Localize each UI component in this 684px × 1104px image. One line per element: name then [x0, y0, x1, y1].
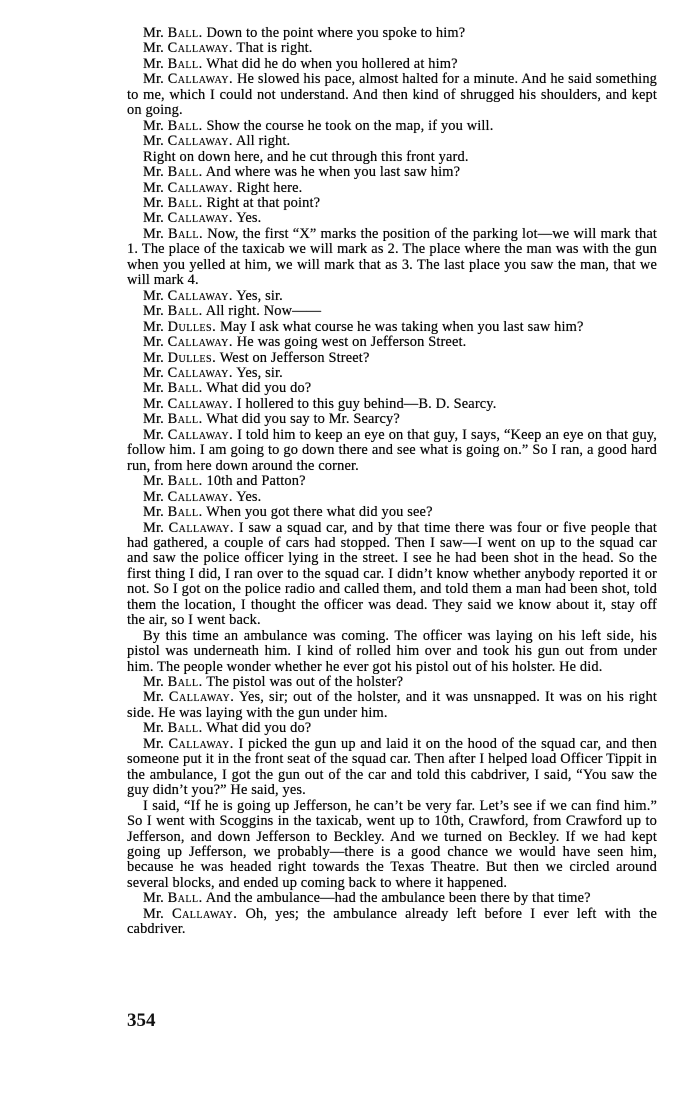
- speaker-title: Mr.: [143, 519, 164, 536]
- testimony-paragraph: [127, 675, 657, 690]
- speaker-title: Mr.: [143, 411, 164, 428]
- speaker-name: Callaway.: [168, 519, 234, 536]
- paragraph-text: I picked the gun up and laid it on the hood of the squad car, and then someone put it in the front seat of the squad car. Then after I helped load Officer Tippit in the ambulance, I got the gun out of the car and told this cabdriver, I said, “You saw the guy didn’t you?” He said, yes.: [127, 735, 658, 799]
- paragraph-text: By this time an ambulance was coming. The officer was laying on his left side, his pistol was underneath him. I kind of rolled him over and took his gun out from under him. The people wonder whether he ever got his pistol out of his holster. He did.: [127, 627, 657, 675]
- paragraph-text: I hollered to this guy behind—B. D. Searcy.: [236, 395, 497, 412]
- paragraph-text: 10th and Patton?: [206, 473, 306, 490]
- speaker-title: Mr.: [143, 735, 164, 752]
- testimony-paragraph: [127, 474, 657, 489]
- speaker-title: Mr.: [143, 349, 164, 366]
- speaker-name: Callaway.: [171, 905, 238, 922]
- paragraph-text: What did he do when you hollered at him?: [206, 55, 458, 72]
- speaker-title: Mr.: [143, 210, 164, 227]
- speaker-name: Ball.: [167, 380, 203, 397]
- testimony-paragraph: [127, 26, 657, 41]
- testimony-paragraph: [127, 891, 657, 906]
- paragraph-text: Right here.: [236, 179, 303, 196]
- testimony-paragraph: [127, 629, 657, 675]
- paragraph-text: He was going west on Jefferson Street.: [236, 334, 467, 351]
- testimony-paragraph: [127, 412, 657, 427]
- paragraph-text: West on Jefferson Street?: [219, 349, 370, 366]
- speaker-name: Ball.: [167, 25, 203, 41]
- speaker-name: Dulles.: [167, 349, 217, 366]
- paragraph-text: All right. Now——: [205, 303, 322, 320]
- speaker-title: Mr.: [143, 473, 164, 490]
- paragraph-text: That is right.: [236, 40, 313, 57]
- speaker-name: Callaway.: [167, 364, 234, 381]
- testimony-paragraph: [127, 397, 657, 412]
- testimony-paragraph: [127, 428, 657, 474]
- speaker-name: Ball.: [167, 117, 203, 134]
- speaker-title: Mr.: [143, 303, 164, 320]
- testimony-paragraph: [127, 351, 657, 366]
- paragraph-text: Yes, sir.: [236, 287, 283, 304]
- paragraph-text: Down to the point where you spoke to him?: [206, 25, 466, 41]
- speaker-title: Mr.: [143, 179, 164, 196]
- speaker-title: Mr.: [143, 194, 164, 211]
- paragraph-text: What did you say to Mr. Searcy?: [206, 411, 400, 428]
- paragraph-text: When you got there what did you see?: [206, 504, 433, 521]
- testimony-paragraph: [127, 41, 657, 56]
- speaker-name: Callaway.: [167, 426, 234, 443]
- speaker-name: Ball.: [167, 164, 203, 181]
- paragraph-text: Right on down here, and he cut through this front yard.: [143, 148, 469, 165]
- speaker-name: Callaway.: [167, 40, 234, 57]
- speaker-name: Callaway.: [167, 334, 234, 351]
- speaker-name: Callaway.: [168, 735, 234, 752]
- paragraph-text: And where was he when you last saw him?: [205, 164, 461, 181]
- paragraph-text: Yes.: [236, 210, 262, 227]
- speaker-name: Ball.: [167, 303, 203, 320]
- speaker-title: Mr.: [143, 55, 164, 72]
- speaker-name: Ball.: [167, 890, 203, 907]
- speaker-name: Ball.: [167, 504, 203, 521]
- testimony-paragraph: [127, 289, 657, 304]
- speaker-title: Mr.: [143, 334, 164, 351]
- speaker-title: Mr.: [143, 488, 164, 505]
- speaker-title: Mr.: [143, 426, 164, 443]
- speaker-title: Mr.: [143, 287, 164, 304]
- speaker-name: Callaway.: [167, 287, 234, 304]
- speaker-name: Ball.: [167, 194, 203, 211]
- paragraph-text: I told him to keep an eye on that guy, I says, “Keep an eye on that guy, follow him. I am going to go down there and see what is going on.” So I ran, a good hard run, from here down around the corner.: [127, 426, 657, 474]
- testimony-paragraph: [127, 119, 657, 134]
- testimony-paragraph: [127, 150, 657, 165]
- testimony-paragraph: [127, 907, 657, 938]
- speaker-name: Ball.: [167, 411, 203, 428]
- speaker-title: Mr.: [143, 364, 164, 381]
- testimony-text: [127, 26, 657, 938]
- speaker-title: Mr.: [143, 689, 164, 706]
- testimony-paragraph: [127, 490, 657, 505]
- speaker-title: Mr.: [143, 905, 164, 922]
- speaker-title: Mr.: [143, 117, 164, 134]
- paragraph-text: What did you do?: [206, 380, 312, 397]
- paragraph-text: The pistol was out of the holster?: [206, 674, 404, 691]
- speaker-name: Ball.: [167, 720, 203, 737]
- speaker-name: Callaway.: [167, 179, 234, 196]
- testimony-paragraph: [127, 799, 657, 892]
- testimony-paragraph: [127, 304, 657, 319]
- speaker-title: Mr.: [143, 71, 164, 88]
- testimony-paragraph: [127, 690, 657, 721]
- paragraph-text: I said, “If he is going up Jefferson, he can’t be very far. Let’s see if we can find him.” So I went with Scoggins in the taxicab, went up to 10th, Crawford, from Crawford up to Jefferson, and down Jefferson to Beckley. And we turned on Beckley. If we had kept going up Jefferson, we probably—there is a good chance we would have seen him, because he was headed right towards the Texas Theatre. But then we circled around several blocks, and ended up coming back to where it happened.: [127, 797, 657, 891]
- testimony-paragraph: [127, 320, 657, 335]
- speaker-title: Mr.: [143, 318, 164, 335]
- testimony-paragraph: [127, 72, 657, 118]
- paragraph-text: Now, the first “X” marks the position of the parking lot—we will mark that 1. The place of the taxicab we will mark as 2. The place where the man was with the gun when you yelled at him, we will mark that as 3. The last place you saw the man, that we will mark 4.: [127, 225, 658, 289]
- speaker-name: Callaway.: [167, 488, 234, 505]
- paragraph-text: Yes.: [236, 488, 262, 505]
- speaker-title: Mr.: [143, 395, 164, 412]
- speaker-name: Dulles.: [167, 318, 217, 335]
- speaker-title: Mr.: [143, 225, 164, 242]
- testimony-paragraph: [127, 721, 657, 736]
- testimony-paragraph: [127, 366, 657, 381]
- speaker-name: Callaway.: [167, 71, 234, 88]
- testimony-paragraph: [127, 211, 657, 226]
- paragraph-text: I saw a squad car, and by that time there was four or five people that had gathered, a couple of cars had stopped. Then I saw—I went on up to the squad car and saw the police officer lying in the street. I see he had been shot in the head. So the first thing I did, I ran over to the squad car. I didn’t know whether anybody reported it or not. So I got on the police radio and called them, and told them a man had been shot, told them the location, I thought the officer was dead. They said we know about it, stay off the air, so I went back.: [127, 519, 658, 629]
- testimony-paragraph: [127, 57, 657, 72]
- testimony-paragraph: [127, 335, 657, 350]
- paragraph-text: Show the course he took on the map, if you will.: [206, 117, 494, 134]
- speaker-name: Callaway.: [167, 395, 234, 412]
- speaker-name: Ball.: [167, 473, 203, 490]
- testimony-paragraph: [127, 181, 657, 196]
- speaker-title: Mr.: [143, 720, 164, 737]
- paragraph-text: What did you do?: [206, 720, 312, 737]
- speaker-title: Mr.: [143, 380, 164, 397]
- testimony-paragraph: [127, 134, 657, 149]
- speaker-title: Mr.: [143, 25, 164, 41]
- speaker-name: Callaway.: [167, 210, 234, 227]
- speaker-title: Mr.: [143, 674, 164, 691]
- testimony-paragraph: [127, 165, 657, 180]
- testimony-paragraph: [127, 505, 657, 520]
- speaker-title: Mr.: [143, 133, 164, 150]
- paragraph-text: Yes, sir.: [236, 364, 283, 381]
- speaker-name: Ball.: [167, 674, 203, 691]
- speaker-title: Mr.: [143, 164, 164, 181]
- paragraph-text: Right at that point?: [206, 194, 321, 211]
- speaker-name: Callaway.: [167, 133, 234, 150]
- testimony-paragraph: [127, 737, 657, 799]
- speaker-name: Ball.: [167, 225, 204, 242]
- paragraph-text: Yes, sir; out of the holster, and it was unsnapped. It was on his right side. He was laying with the gun under him.: [127, 689, 658, 721]
- paragraph-text: He slowed his pace, almost halted for a minute. And he said something to me, which I could not understand. And then kind of shrugged his shoulders, and kept on going.: [127, 71, 658, 119]
- speaker-title: Mr.: [143, 504, 164, 521]
- speaker-name: Callaway.: [168, 689, 235, 706]
- paragraph-text: May I ask what course he was taking when you last saw him?: [219, 318, 584, 335]
- testimony-paragraph: [127, 521, 657, 629]
- paragraph-text: Oh, yes; the ambulance already left before I ever left with the cabdriver.: [127, 905, 658, 938]
- testimony-paragraph: [127, 381, 657, 396]
- speaker-title: Mr.: [143, 40, 164, 57]
- paragraph-text: And the ambulance—had the ambulance been there by that time?: [205, 890, 591, 907]
- testimony-paragraph: [127, 196, 657, 211]
- speaker-title: Mr.: [143, 890, 164, 907]
- page-number: 354: [127, 1010, 156, 1031]
- paragraph-text: All right.: [235, 133, 291, 150]
- speaker-name: Ball.: [167, 55, 203, 72]
- testimony-paragraph: [127, 227, 657, 289]
